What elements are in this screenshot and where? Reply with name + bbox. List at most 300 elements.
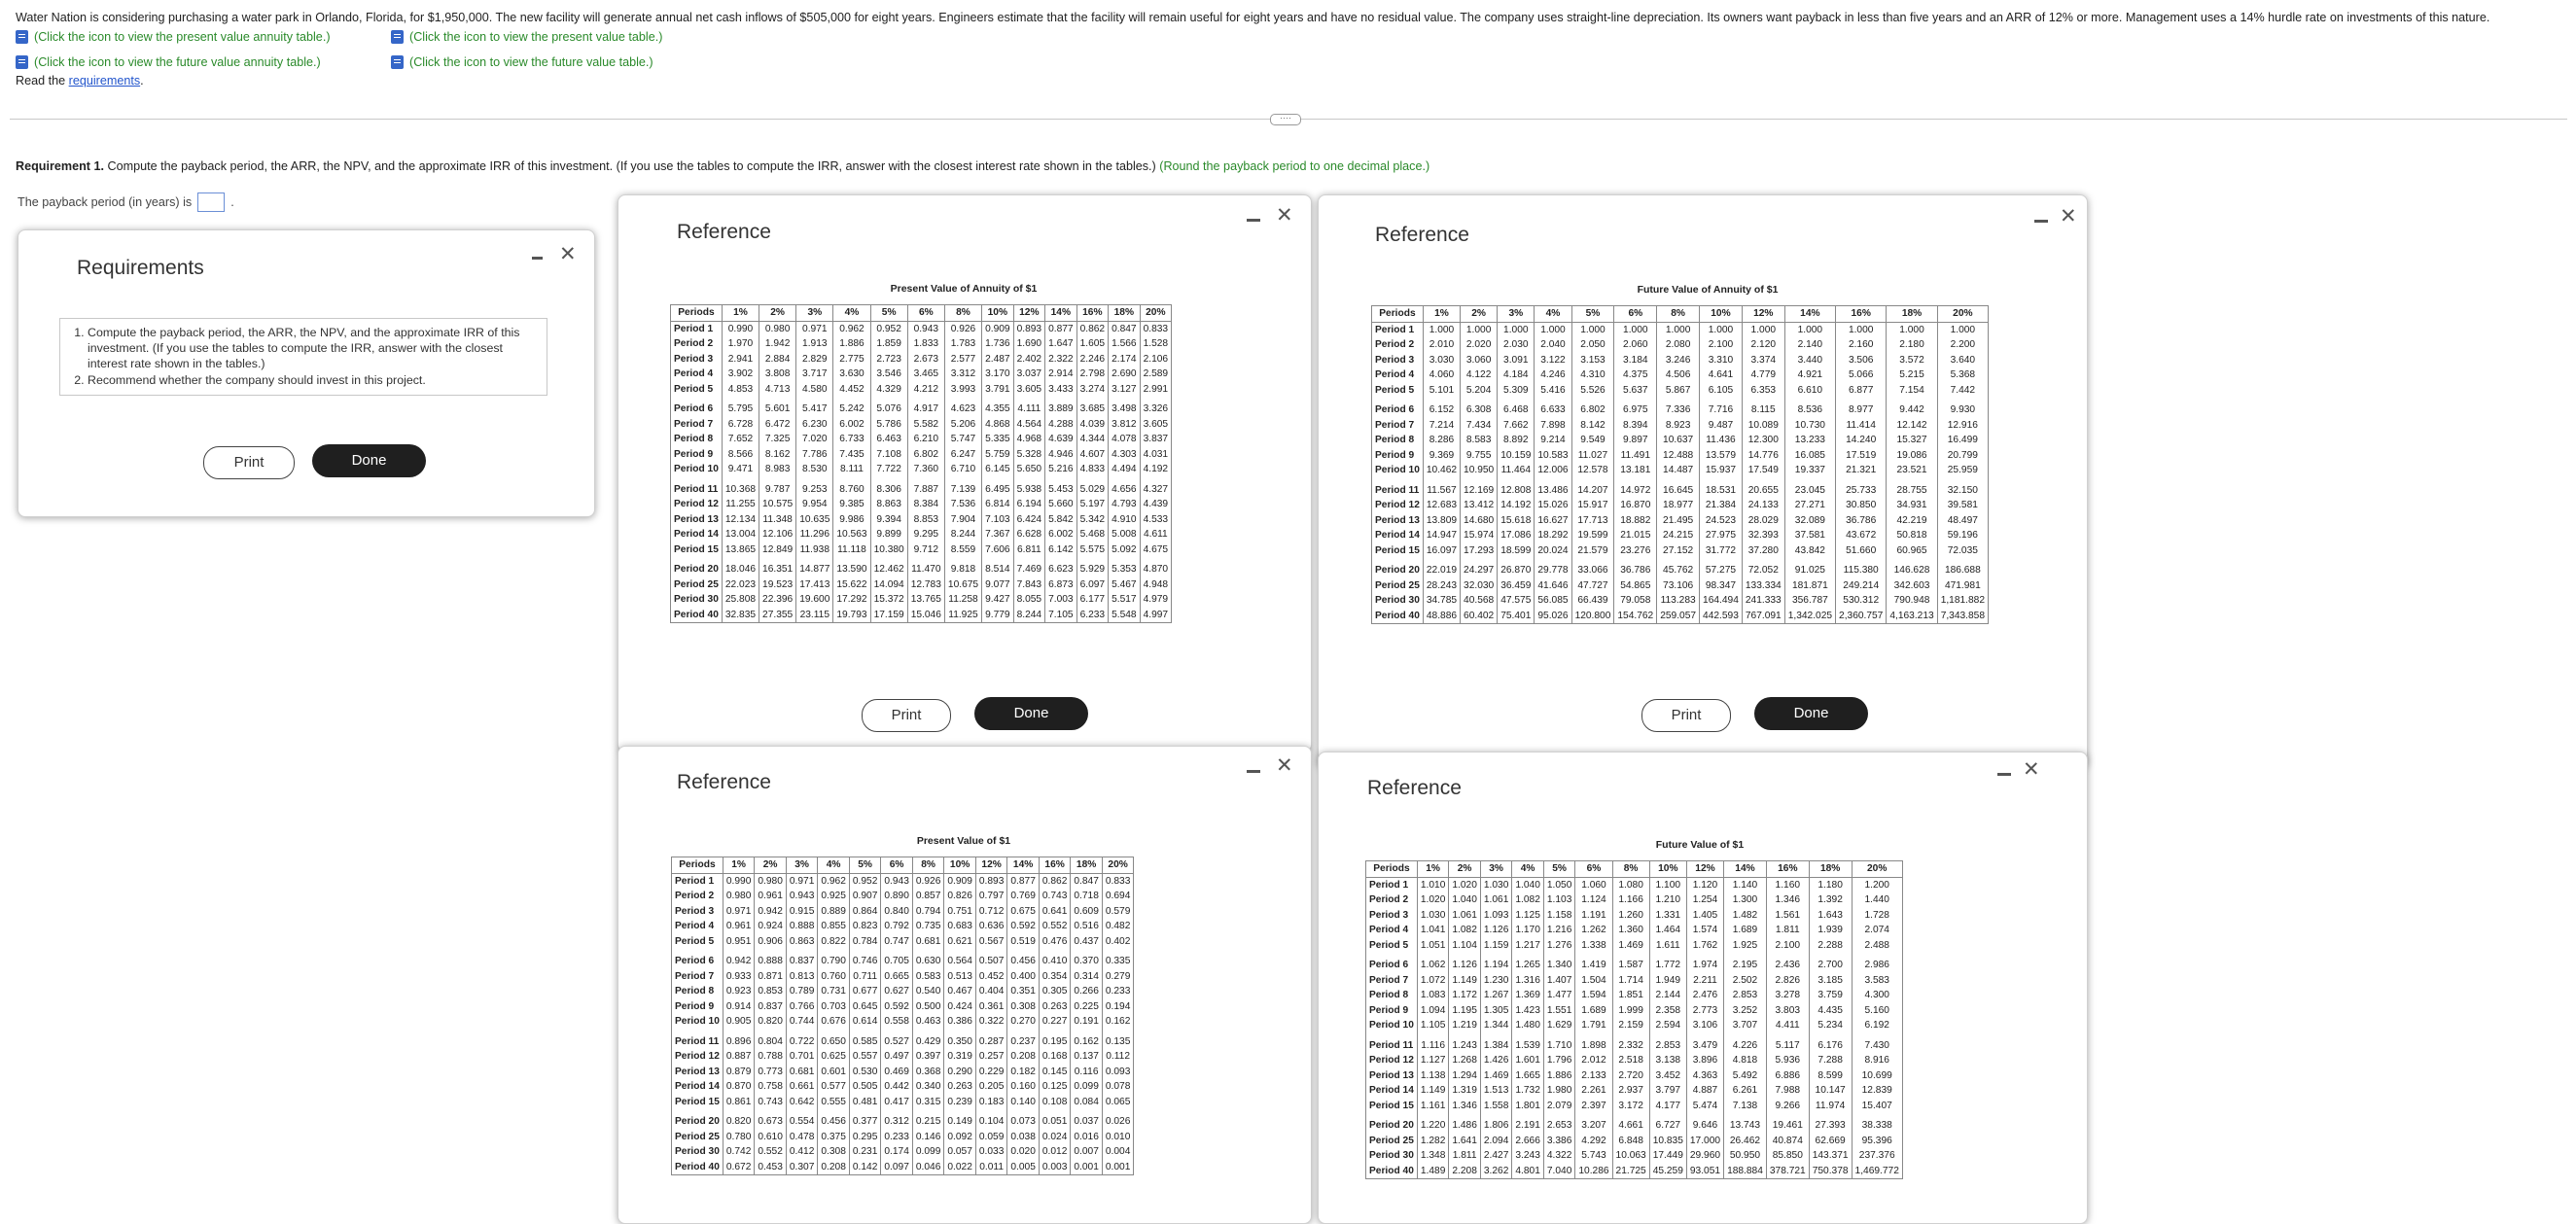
table-cell: 5.548 [1109, 608, 1141, 623]
table-cell: 0.555 [818, 1095, 850, 1110]
rate-header: 12% [1686, 861, 1723, 878]
minimize-icon[interactable] [1247, 770, 1260, 773]
table-cell: 6.472 [759, 417, 796, 433]
table-cell: 6.194 [1013, 497, 1045, 512]
table-cell: 8.286 [1423, 433, 1460, 448]
table-cell: 60.965 [1887, 543, 1937, 559]
table-cell: 2.884 [759, 352, 796, 367]
table-cell: 18.531 [1700, 478, 1743, 499]
table-title: Future Value of Annuity of $1 [1637, 284, 1779, 296]
table-cell: 0.625 [818, 1049, 850, 1065]
table-cell: 0.463 [912, 1014, 944, 1030]
table-cell: 0.290 [944, 1065, 976, 1080]
table-cell: 1.942 [759, 336, 796, 352]
table-cell: 1.127 [1417, 1053, 1449, 1068]
table-cell: 3.465 [907, 367, 944, 382]
table-cell: 9.779 [982, 608, 1014, 623]
table-cell: 4.039 [1076, 417, 1109, 433]
table-cell: 7.898 [1535, 418, 1571, 434]
table-cell: 10.699 [1852, 1068, 1902, 1084]
table-cell: 3.685 [1076, 397, 1109, 417]
table-cell: 1.094 [1417, 1003, 1449, 1019]
table-cell: 1.331 [1649, 908, 1686, 924]
table-cell: 1.082 [1512, 892, 1544, 908]
table-cell: 14.972 [1614, 478, 1657, 499]
period-label: Period 25 [671, 577, 723, 593]
table-cell: 5.517 [1109, 592, 1141, 608]
table-cell: 7.336 [1657, 398, 1700, 418]
table-cell: 0.516 [1071, 919, 1103, 934]
table-cell: 5.492 [1724, 1068, 1767, 1084]
rate-header: 14% [1724, 861, 1767, 878]
minimize-icon[interactable] [2034, 220, 2048, 223]
table-cell: 5.938 [1013, 477, 1045, 498]
table-cell: 2.829 [796, 352, 833, 367]
print-button[interactable]: Print [1641, 699, 1731, 732]
table-cell: 2.261 [1575, 1083, 1612, 1099]
table-cell: 186.688 [1937, 558, 1988, 578]
table-cell: 1.220 [1417, 1113, 1449, 1134]
payback-input[interactable] [197, 192, 225, 212]
table-cell: 3.993 [944, 382, 981, 398]
table-cell: 0.417 [881, 1095, 913, 1110]
table-cell: 188.884 [1724, 1164, 1767, 1179]
minimize-icon[interactable] [1997, 773, 2011, 776]
table-cell: 1.629 [1543, 1018, 1575, 1033]
table-cell: 4,163.213 [1887, 609, 1937, 624]
table-cell: 0.233 [881, 1130, 913, 1145]
requirement-item: 1. Compute the payback period, the ARR, the NPV, and the approximate IRR of this investment. (If you use the tables to compute the IRR, answer with the closest interest rate shown in the tables.) [88, 325, 537, 371]
table-cell: 1.419 [1575, 953, 1612, 973]
table-cell: 4.979 [1140, 592, 1172, 608]
table-cell: 7.360 [907, 462, 944, 477]
table-cell: 0.766 [786, 999, 818, 1015]
table-cell: 11.491 [1614, 448, 1657, 464]
table-cell: 1.423 [1512, 1003, 1544, 1019]
table-cell: 1.140 [1724, 877, 1767, 892]
table-cell: 0.237 [1007, 1030, 1040, 1050]
table-row [1372, 498, 1989, 513]
table-cell: 1,342.025 [1784, 609, 1835, 624]
table-row [1372, 337, 1989, 353]
rate-header: 1% [1423, 306, 1460, 323]
table-cell: 19.523 [759, 577, 796, 593]
table-cell: 0.099 [1071, 1079, 1103, 1095]
period-label: Period 10 [1372, 463, 1424, 478]
table-cell: 0.820 [723, 1109, 755, 1130]
table-row [671, 542, 1172, 558]
table-cell: 0.233 [1102, 984, 1134, 999]
table-cell: 0.145 [1039, 1065, 1071, 1080]
table-cell: 0.905 [723, 1014, 755, 1030]
table-cell: 6.353 [1742, 383, 1784, 399]
period-label: Period 30 [671, 592, 723, 608]
table-cell: 0.896 [723, 1030, 755, 1050]
table-cell: 2.488 [1852, 938, 1902, 954]
close-icon[interactable]: ✕ [1276, 754, 1293, 777]
table-cell: 2.775 [833, 352, 870, 367]
table-cell: 0.168 [1039, 1049, 1071, 1065]
rate-header: 1% [1417, 861, 1449, 878]
done-button[interactable]: Done [974, 697, 1088, 730]
fv-table-link[interactable]: (Click the icon to view the future value table.) [391, 52, 653, 72]
table-row [671, 432, 1172, 447]
table-cell: 19.337 [1784, 463, 1835, 478]
table-cell: 3.440 [1784, 353, 1835, 368]
table-cell: 2.133 [1575, 1068, 1612, 1084]
table-row [672, 1160, 1134, 1175]
table-cell: 0.760 [818, 969, 850, 985]
table-cell: 32.393 [1742, 528, 1784, 543]
table-row [671, 462, 1172, 477]
table-cell: 5.474 [1686, 1099, 1723, 1114]
rate-header: 10% [1649, 861, 1686, 878]
table-cell: 15.618 [1498, 513, 1535, 529]
table-cell: 5.309 [1498, 383, 1535, 399]
table-icon[interactable] [391, 30, 404, 44]
table-cell: 4.564 [1013, 417, 1045, 433]
table-cell: 1.050 [1543, 877, 1575, 892]
table-cell: 4.641 [1700, 367, 1743, 383]
table-cell: 0.915 [786, 904, 818, 920]
table-cell: 47.575 [1498, 593, 1535, 609]
table-cell: 8.760 [833, 477, 870, 498]
table-cell: 75.401 [1498, 609, 1535, 624]
table-cell: 0.990 [723, 873, 755, 889]
table-cell: 11.470 [907, 557, 944, 577]
table-row [671, 382, 1172, 398]
table-cell: 5.660 [1045, 497, 1077, 512]
table-cell: 0.239 [944, 1095, 976, 1110]
table-cell: 39.581 [1937, 498, 1988, 513]
table-cell: 1.216 [1543, 923, 1575, 938]
table-cell: 0.961 [723, 919, 755, 934]
table-cell: 0.833 [1102, 873, 1134, 889]
table-cell: 17.159 [870, 608, 907, 623]
table-cell: 4.793 [1109, 497, 1141, 512]
table-cell: 5.582 [907, 417, 944, 433]
table-cell: 4.060 [1423, 367, 1460, 383]
table-cell: 1.120 [1686, 877, 1723, 892]
table-cell: 2.200 [1937, 337, 1988, 353]
table-cell: 0.743 [1039, 889, 1071, 904]
problem-statement: Water Nation is considering purchasing a water park in Orlando, Florida, for $1,950,000. The new facility will generate annual net cash inflows of $505,000 for eight years. Engineers estimate that the facility will remain useful for eight years and have no residual value. The company uses straight-line depreciation. Its owners want payback in less than five years and an ARR of 12% or more. Management uses a 14% hurdle rate on investments of this nature. [16, 11, 2490, 24]
table-cell: 259.057 [1657, 609, 1700, 624]
table-cell: 13.590 [833, 557, 870, 577]
table-cell: 0.208 [1007, 1049, 1040, 1065]
table-cell: 0.270 [1007, 1014, 1040, 1030]
period-label: Period 11 [672, 1030, 723, 1050]
table-cell: 3.605 [1013, 382, 1045, 398]
table-cell: 10.089 [1742, 418, 1784, 434]
table-cell: 21.384 [1700, 498, 1743, 513]
table-cell: 48.886 [1423, 609, 1460, 624]
table-cell: 4.946 [1045, 447, 1077, 463]
close-icon[interactable]: ✕ [559, 243, 577, 265]
table-cell: 6.877 [1836, 383, 1887, 399]
period-label: Period 40 [671, 608, 723, 623]
reference-panel-pva [618, 194, 1312, 752]
table-cell: 4.177 [1649, 1099, 1686, 1114]
table-cell: 3.452 [1649, 1068, 1686, 1084]
table-cell: 6.002 [1045, 527, 1077, 542]
print-button[interactable]: Print [203, 446, 295, 479]
table-row [672, 1049, 1134, 1065]
table-cell: 0.675 [1007, 904, 1040, 920]
table-cell: 0.051 [1039, 1109, 1071, 1130]
table-cell: 4.327 [1140, 477, 1172, 498]
table-cell: 1.344 [1480, 1018, 1512, 1033]
table-cell: 0.429 [912, 1030, 944, 1050]
table-cell: 1.689 [1575, 1003, 1612, 1019]
table-cell: 3.207 [1575, 1113, 1612, 1134]
table-row [672, 999, 1134, 1015]
period-label: Period 4 [671, 367, 723, 382]
table-cell: 0.735 [912, 919, 944, 934]
table-row [1366, 1099, 1903, 1114]
table-cell: 4.611 [1140, 527, 1172, 542]
table-cell: 0.452 [975, 969, 1007, 985]
table-cell: 4.948 [1140, 577, 1172, 593]
table-icon[interactable] [16, 30, 28, 44]
table-cell: 0.033 [975, 1144, 1007, 1160]
table-cell: 0.257 [975, 1049, 1007, 1065]
table-row [1372, 398, 1989, 418]
table-cell: 0.003 [1039, 1160, 1071, 1175]
fva-table-link[interactable]: (Click the icon to view the future value annuity table.) [16, 52, 391, 72]
table-cell: 2.690 [1109, 367, 1141, 382]
table-cell: 29.960 [1686, 1148, 1723, 1164]
table-cell: 1.159 [1480, 938, 1512, 954]
table-cell: 4.303 [1109, 447, 1141, 463]
table-cell: 0.453 [755, 1160, 787, 1175]
table-cell: 4.246 [1535, 367, 1571, 383]
table-cell: 0.093 [1102, 1065, 1134, 1080]
table-cell: 0.980 [755, 873, 787, 889]
table-cell: 4.887 [1686, 1083, 1723, 1099]
table-cell: 28.755 [1887, 478, 1937, 499]
table-cell: 6.468 [1498, 398, 1535, 418]
table-cell: 1.010 [1417, 877, 1449, 892]
table-cell: 8.892 [1498, 433, 1535, 448]
table-cell: 25.959 [1937, 463, 1988, 478]
table-icon[interactable] [16, 55, 28, 69]
period-label: Period 6 [671, 397, 723, 417]
period-label: Period 10 [672, 1014, 723, 1030]
table-row [1372, 528, 1989, 543]
table-cell: 14.094 [870, 577, 907, 593]
period-label: Period 4 [1372, 367, 1424, 383]
table-cell: 8.536 [1784, 398, 1835, 418]
table-cell: 0.467 [944, 984, 976, 999]
table-cell: 0.889 [818, 904, 850, 920]
periods-header: Periods [672, 857, 723, 874]
table-cell: 1.886 [1543, 1068, 1575, 1084]
table-cell: 1.116 [1417, 1033, 1449, 1054]
table-cell: 0.305 [1039, 984, 1071, 999]
table-cell: 0.010 [1102, 1130, 1134, 1145]
table-cell: 0.012 [1039, 1144, 1071, 1160]
table-cell: 85.850 [1766, 1148, 1809, 1164]
table-cell: 0.705 [881, 949, 913, 969]
table-cell: 1.282 [1417, 1134, 1449, 1149]
table-cell: 0.847 [1071, 873, 1103, 889]
table-cell: 12.488 [1657, 448, 1700, 464]
table-cell: 3.091 [1498, 353, 1535, 368]
table-cell: 17.293 [1461, 543, 1498, 559]
table-cell: 8.977 [1836, 398, 1887, 418]
rate-header: 3% [786, 857, 818, 874]
table-cell: 7.040 [1543, 1164, 1575, 1179]
table-cell: 9.755 [1461, 448, 1498, 464]
table-cell: 0.683 [944, 919, 976, 934]
table-cell: 1.105 [1417, 1018, 1449, 1033]
payback-row: The payback period (in years) is . [18, 192, 234, 212]
close-icon[interactable]: ✕ [2023, 758, 2040, 781]
table-cell: 5.335 [982, 432, 1014, 447]
table-cell: 3.640 [1937, 353, 1988, 368]
table-cell: 1.913 [796, 336, 833, 352]
rate-header: 5% [1571, 306, 1614, 323]
table-cell: 6.424 [1013, 512, 1045, 528]
payback-label: The payback period (in years) is [18, 195, 193, 209]
table-cell: 0.404 [975, 984, 1007, 999]
table-cell: 3.278 [1766, 988, 1809, 1003]
table-cell: 28.029 [1742, 513, 1784, 529]
table-cell: 8.162 [759, 447, 796, 463]
table-cell: 3.060 [1461, 353, 1498, 368]
header-row [1366, 861, 1903, 878]
close-icon[interactable]: ✕ [2060, 205, 2077, 227]
table-cell: 17.413 [796, 577, 833, 593]
divider-handle[interactable]: ···· [1270, 114, 1301, 125]
period-label: Period 1 [672, 873, 723, 889]
table-cell: 5.637 [1614, 383, 1657, 399]
table-cell: 8.384 [907, 497, 944, 512]
table-cell: 0.099 [912, 1144, 944, 1160]
table-cell: 3.374 [1742, 353, 1784, 368]
table-cell: 10.583 [1535, 448, 1571, 464]
table-cell: 9.549 [1571, 433, 1614, 448]
table-cell: 22.019 [1423, 558, 1460, 578]
table-cell: 1.338 [1575, 938, 1612, 954]
table-cell: 3.717 [796, 367, 833, 382]
table-cell: 7,343.858 [1937, 609, 1988, 624]
table-row [671, 336, 1172, 352]
period-label: Period 1 [671, 321, 723, 336]
table-cell: 3.808 [759, 367, 796, 382]
table-cell: 3.243 [1512, 1148, 1544, 1164]
table-cell: 4.917 [907, 397, 944, 417]
table-cell: 6.261 [1724, 1083, 1767, 1099]
table-cell: 6.152 [1423, 398, 1460, 418]
table-cell: 36.786 [1614, 558, 1657, 578]
table-cell: 12.300 [1742, 433, 1784, 448]
table-cell: 6.873 [1045, 577, 1077, 593]
pv-table-link[interactable]: (Click the icon to view the present value table.) [391, 26, 662, 47]
period-label: Period 14 [672, 1079, 723, 1095]
pva-table-link[interactable]: (Click the icon to view the present value annuity table.) [16, 26, 391, 47]
table-row [1372, 383, 1989, 399]
table-row [672, 873, 1134, 889]
table-cell: 0.797 [975, 889, 1007, 904]
periods-header: Periods [671, 305, 723, 322]
table-cell: 0.877 [1045, 321, 1077, 336]
table-icon[interactable] [391, 55, 404, 69]
table-cell: 3.759 [1809, 988, 1852, 1003]
rate-header: 2% [1461, 306, 1498, 323]
table-cell: 0.084 [1071, 1095, 1103, 1110]
table-cell: 1.605 [1076, 336, 1109, 352]
table-cell: 1.305 [1480, 1003, 1512, 1019]
table-cell: 1.736 [982, 336, 1014, 352]
close-icon[interactable]: ✕ [1276, 204, 1293, 227]
table-cell: 1.276 [1543, 938, 1575, 954]
table-cell: 45.762 [1657, 558, 1700, 578]
pv-table [671, 857, 1134, 1175]
table-row [1366, 908, 1903, 924]
table-cell: 7.154 [1887, 383, 1937, 399]
table-cell: 1.426 [1480, 1053, 1512, 1068]
minimize-icon[interactable] [1247, 219, 1260, 222]
table-cell: 91.025 [1784, 558, 1835, 578]
read-requirements: Read the requirements. [16, 74, 144, 87]
done-button[interactable]: Done [1754, 697, 1868, 730]
table-row [672, 984, 1134, 999]
fv-table [1365, 860, 1903, 1179]
done-button[interactable]: Done [312, 444, 426, 477]
table-cell: 1.158 [1543, 908, 1575, 924]
minimize-icon[interactable] [532, 257, 543, 260]
table-cell: 8.923 [1657, 418, 1700, 434]
table-cell: 0.907 [849, 889, 881, 904]
table-cell: 1.072 [1417, 973, 1449, 989]
table-cell: 32.150 [1937, 478, 1988, 499]
table-cell: 0.350 [944, 1030, 976, 1050]
table-cell: 1.210 [1649, 892, 1686, 908]
requirement-item: 2. Recommend whether the company should invest in this project. [88, 372, 537, 388]
table-cell: 1.925 [1724, 938, 1767, 954]
period-label: Period 3 [671, 352, 723, 367]
table-cell: 0.004 [1102, 1144, 1134, 1160]
table-cell: 3.803 [1766, 1003, 1809, 1019]
table-cell: 6.142 [1045, 542, 1077, 558]
table-cell: 1.170 [1512, 923, 1544, 938]
print-button[interactable]: Print [862, 699, 951, 732]
table-cell: 1.407 [1543, 973, 1575, 989]
table-cell: 1.000 [1657, 322, 1700, 337]
table-row [1372, 463, 1989, 478]
table-cell: 7.139 [944, 477, 981, 498]
table-cell: 1.886 [833, 336, 870, 352]
table-cell: 10.637 [1657, 433, 1700, 448]
table-cell: 5.242 [833, 397, 870, 417]
requirements-link[interactable]: requirements [68, 74, 141, 87]
table-cell: 0.386 [944, 1014, 976, 1030]
table-cell: 0.751 [944, 904, 976, 920]
table-cell: 2.700 [1809, 953, 1852, 973]
table-cell: 1.125 [1512, 908, 1544, 924]
table-cell: 9.986 [833, 512, 870, 528]
table-cell: 0.231 [849, 1144, 881, 1160]
table-cell: 1.486 [1449, 1113, 1481, 1134]
table-cell: 42.219 [1887, 513, 1937, 529]
period-label: Period 25 [1366, 1134, 1418, 1149]
table-cell: 0.182 [1007, 1065, 1040, 1080]
table-cell: 4.870 [1140, 557, 1172, 577]
table-cell: 1.594 [1575, 988, 1612, 1003]
table-cell: 95.396 [1852, 1134, 1902, 1149]
